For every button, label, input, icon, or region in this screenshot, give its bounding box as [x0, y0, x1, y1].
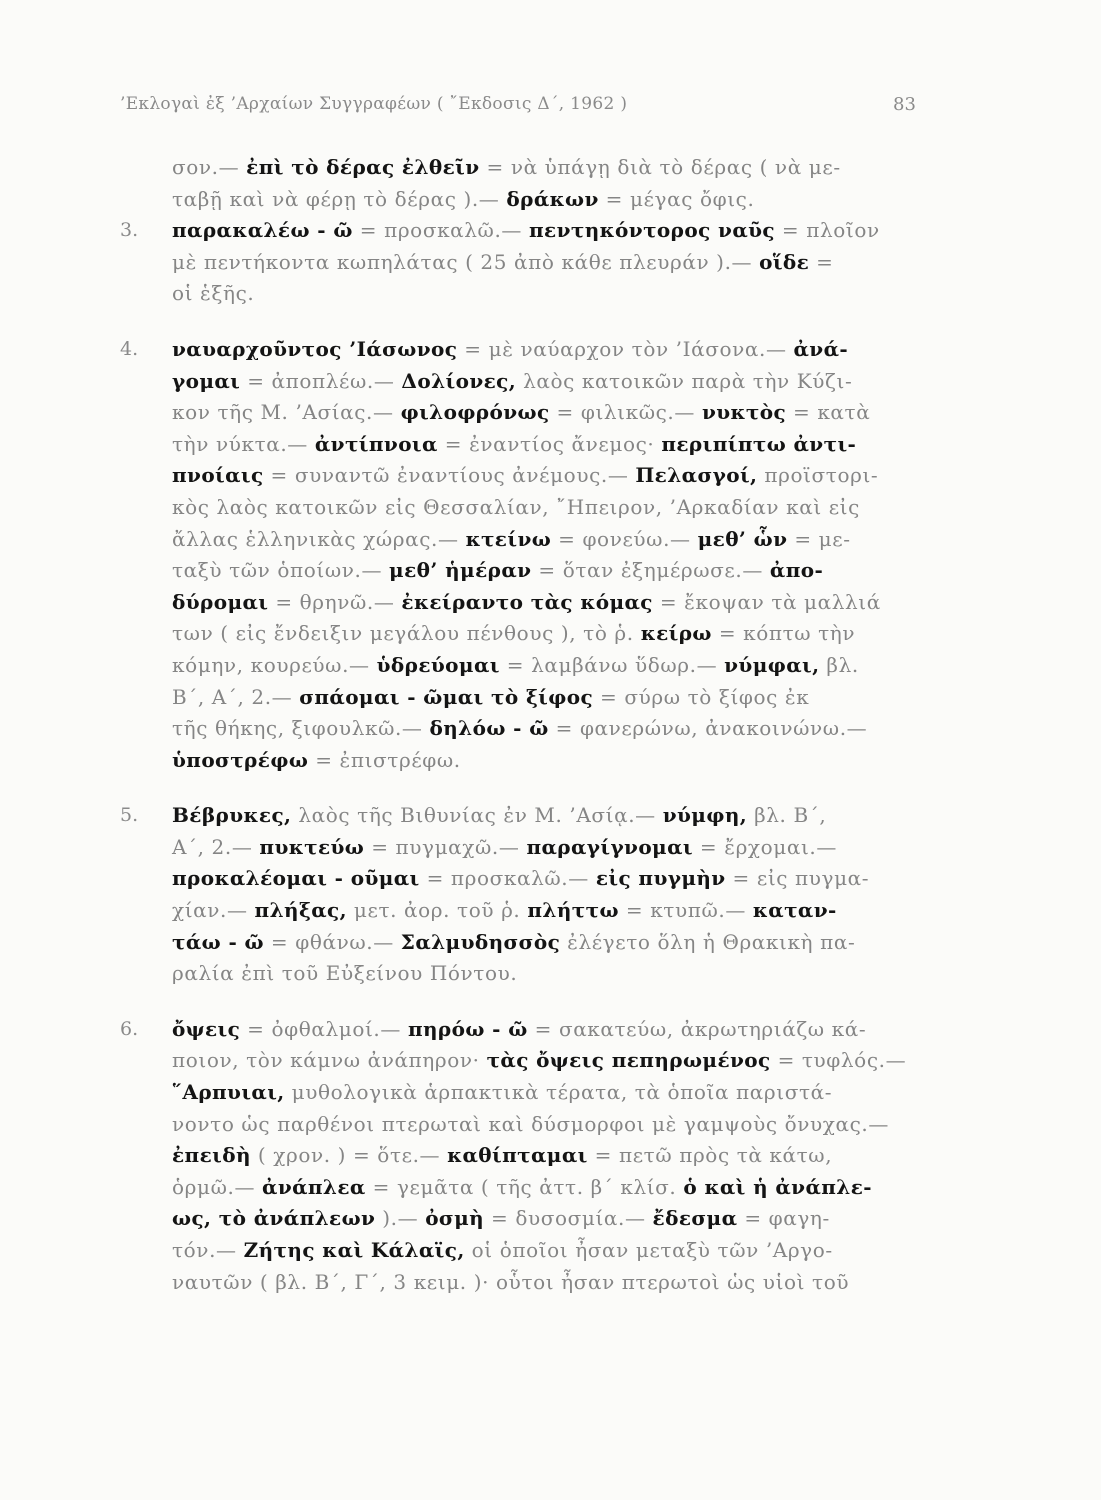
headword: ἀντίπνοια	[314, 431, 438, 456]
definition-text: = νὰ ὑπάγῃ διὰ τὸ δέρας ( νὰ με-	[479, 155, 841, 179]
definition-text: Β΄, Α΄, 2.—	[172, 684, 300, 709]
line-text	[172, 832, 935, 864]
definition-text: = γεμᾶτα ( τῆς ἀττ. β΄ κλίσ.	[365, 1174, 684, 1199]
text-line	[120, 247, 935, 279]
definition-text: = ἔρχομαι.—	[692, 834, 837, 859]
text-line	[120, 152, 935, 184]
definition-text: = φιλικῶς.—	[549, 400, 702, 425]
headword: δηλόω - ῶ	[429, 716, 549, 741]
headword: νύμφαι,	[724, 652, 820, 677]
definition-text: μυθολογικὰ ἁρπακτικὰ τέρατα, τὰ ὁποῖα παριστά-	[284, 1080, 833, 1105]
headword: ἀνά-	[793, 336, 849, 361]
headword: Πελασγοί,	[635, 463, 758, 488]
headword: ὄψεις	[172, 1016, 241, 1041]
definition-text: κον τῆς Μ. ’Ασίας.—	[172, 400, 401, 425]
definition-text: ραλία ἐπὶ τοῦ Εὐξείνου Πόντου.	[172, 961, 518, 986]
headword: ἀπο-	[769, 558, 824, 583]
headword: δράκων	[506, 186, 599, 211]
text-line	[120, 713, 935, 745]
line-text	[172, 745, 935, 777]
text-line	[120, 650, 935, 682]
text-line	[120, 278, 935, 310]
text-line	[120, 927, 935, 959]
line-text	[172, 1109, 935, 1141]
headword: ῞Αρπυιαι,	[172, 1080, 285, 1105]
line-text	[172, 618, 935, 650]
line-text	[172, 682, 935, 714]
definition-text: = προσκαλῶ.—	[352, 218, 529, 243]
headword: ναυαρχοῦντος ’Ιάσωνος	[172, 336, 458, 361]
text-line	[120, 1235, 935, 1267]
headword: ὑδρεύομαι	[376, 652, 500, 677]
line-text	[172, 334, 935, 366]
line-text	[172, 713, 935, 745]
definition-text: προϊστορι-	[757, 463, 879, 488]
paragraph-number: 6.	[120, 1017, 139, 1040]
text-line	[120, 492, 935, 524]
text-line	[120, 800, 935, 832]
definition-text: = ἐπιστρέφω.	[308, 747, 461, 772]
text-line	[120, 334, 935, 366]
page-number: 83	[893, 94, 916, 115]
line-text	[172, 524, 935, 556]
text-line	[120, 1172, 935, 1204]
definition-text: = κατὰ	[786, 400, 871, 425]
text-line	[120, 1045, 935, 1077]
headword: σπάομαι - ῶμαι τὸ ξίφος	[299, 684, 594, 709]
definition-text: βλ.	[819, 652, 859, 677]
definition-text: = δυσοσμία.—	[484, 1206, 653, 1231]
headword: πλήττω	[527, 898, 619, 923]
text-line	[120, 366, 935, 398]
definition-text: = συναντῶ ἐναντίους ἀνέμους.—	[263, 463, 636, 488]
text-line	[120, 1203, 935, 1235]
line-text	[172, 1045, 935, 1077]
line-text	[172, 1172, 935, 1204]
definition-text: οἱ ἑξῆς.	[172, 281, 255, 306]
definition-text: = λαμβάνω ὕδωρ.—	[499, 652, 725, 677]
headword: ἀνάπλεα	[262, 1174, 366, 1199]
definition-text: = σακατεύω, ἀκρωτηριάζω κά-	[527, 1016, 867, 1041]
definition-text: = ὀφθαλμοί.—	[240, 1016, 408, 1041]
headword: παρακαλέω - ῶ	[172, 218, 353, 243]
definition-text: κόμην, κουρεύω.—	[172, 652, 377, 677]
text-line	[120, 1267, 935, 1299]
definition-text: = θρηνῶ.—	[268, 589, 402, 614]
definition-text: βλ. Β΄,	[747, 803, 827, 828]
definition-text: τὴν νύκτα.—	[172, 431, 315, 456]
headword: πηρόω - ῶ	[407, 1016, 528, 1041]
text-line	[120, 1014, 935, 1046]
headword: κτείνω	[465, 526, 552, 551]
line-text	[172, 650, 935, 682]
text-line	[120, 429, 935, 461]
text-line	[120, 895, 935, 927]
definition-text: ποιον, τὸν κάμνω ἀνάπηρον·	[172, 1048, 487, 1073]
headword: ἐπειδὴ	[172, 1143, 251, 1168]
line-text	[172, 366, 935, 398]
line-text	[172, 587, 935, 619]
headword: ἐπὶ τὸ δέρας ἐλθεῖν	[246, 155, 480, 179]
text-line	[120, 832, 935, 864]
text-line	[120, 745, 935, 777]
headword: Ζήτης καὶ Κάλαϊς,	[243, 1238, 465, 1262]
definition-text: τῆς θήκης, ξιφουλκῶ.—	[172, 716, 430, 741]
paragraph-number: 3.	[120, 219, 139, 242]
headword: κείρω	[640, 621, 712, 646]
headword: μεθ’ ὧν	[697, 526, 788, 551]
headword: περιπίπτω ἀντι-	[661, 431, 857, 456]
line-text	[172, 555, 935, 587]
definition-text: =	[809, 249, 834, 274]
running-title: ’Εκλογαὶ ἐξ ’Αρχαίων Συγγραφέων ( ῎Εκδοσις Δ΄, 1962 )	[120, 94, 628, 114]
definition-text: ).—	[375, 1206, 426, 1231]
definition-text: οἱ ὁποῖοι ἦσαν μεταξὺ τῶν ’Αργο-	[464, 1238, 833, 1262]
headword: φιλοφρόνως	[400, 400, 550, 425]
definition-text: λαὸς κατοικῶν παρὰ τὴν Κύζι-	[516, 368, 853, 393]
line-text	[172, 429, 935, 461]
headword: γομαι	[172, 368, 241, 393]
text-line	[120, 587, 935, 619]
line-text	[172, 184, 935, 216]
headword: οἵδε	[759, 249, 810, 274]
definition-text: = μὲ ναύαρχον τὸν ’Ιάσονα.—	[457, 336, 794, 361]
definition-text: νοντο ὡς παρθένοι πτερωταὶ καὶ δύσμορφοι μὲ γαμψοὺς ὄνυχας.—	[172, 1111, 889, 1136]
definition-text: = μέγας ὄφις.	[598, 186, 755, 211]
definition-text: = σύρω τὸ ξίφος ἐκ	[593, 684, 810, 709]
line-text	[172, 958, 935, 990]
text-line	[120, 1140, 935, 1172]
text-line	[120, 1077, 935, 1109]
line-text	[172, 1140, 935, 1172]
line-text	[172, 1267, 935, 1299]
definition-text: = πλοῖον	[774, 218, 880, 243]
text-line	[120, 618, 935, 650]
definition-text: ( χρον. ) = ὅτε.—	[250, 1143, 448, 1168]
headword: εἰς πυγμὴν	[595, 866, 726, 891]
headword: δύρομαι	[172, 589, 269, 614]
paragraph-number: 4.	[120, 337, 139, 360]
definition-text: λαὸς τῆς Βιθυνίας ἐν Μ. ’Ασίᾳ.—	[291, 803, 663, 828]
definition-text: = ἀποπλέω.—	[240, 368, 402, 393]
headword: ἐκείραντο τὰς κόμας	[401, 589, 653, 614]
headword: πλήξας,	[254, 898, 347, 923]
headword: προκαλέομαι - οῦμαι	[172, 866, 420, 891]
definition-text: = ἔκοψαν τὰ μαλλιά	[652, 589, 881, 614]
definition-text: Α΄, 2.—	[172, 834, 260, 859]
glossary-text	[120, 152, 935, 1298]
line-text	[172, 1077, 935, 1109]
text-line	[120, 184, 935, 216]
definition-text: = φαγη-	[737, 1206, 830, 1231]
definition-text: χίαν.—	[172, 898, 255, 923]
line-text	[172, 152, 935, 184]
headword: ἔδεσμα	[652, 1206, 738, 1231]
line-text	[172, 927, 935, 959]
text-line	[120, 958, 935, 990]
definition-text: = κτυπῶ.—	[618, 898, 753, 923]
definition-text: ναυτῶν ( βλ. Β΄, Γ΄, 3 κειμ. )· οὗτοι ἦσαν πτερωτοὶ ὡς υἱοὶ τοῦ	[172, 1269, 850, 1294]
line-text	[172, 895, 935, 927]
definition-text: σον.—	[172, 155, 247, 179]
headword: παραγίγνομαι	[526, 834, 693, 859]
definition-text: = πυγμαχῶ.—	[364, 834, 527, 859]
definition-text: ἐλέγετο ὅλη ἡ Θρακικὴ πα-	[560, 929, 856, 954]
definition-text: = με-	[787, 526, 851, 551]
definition-text: = φθάνω.—	[263, 929, 401, 954]
definition-text: = φανερώνω, ἀνακοινώνω.—	[548, 716, 868, 741]
page-header	[0, 0, 1101, 130]
definition-text: = εἰς πυγμα-	[725, 866, 870, 891]
definition-text: ὁρμῶ.—	[172, 1174, 263, 1199]
headword: Δολίονες,	[401, 368, 517, 393]
line-text	[172, 800, 935, 832]
headword: καταν-	[752, 898, 837, 923]
definition-text: = ἐναντίος ἄνεμος·	[437, 431, 662, 456]
headword: πυκτεύω	[259, 834, 365, 859]
line-text	[172, 397, 935, 429]
headword: ὁ καὶ ἡ ἀνάπλε-	[683, 1174, 872, 1199]
headword: ὀσμὴ	[425, 1206, 485, 1231]
text-line	[120, 682, 935, 714]
definition-text: ταβῇ καὶ νὰ φέρῃ τὸ δέρας ).—	[172, 186, 507, 211]
headword: μεθ’ ἡμέραν	[389, 558, 532, 583]
definition-text: τόν.—	[172, 1238, 244, 1262]
definition-text: ἄλλας ἑλληνικὰς χώρας.—	[172, 526, 466, 551]
line-text	[172, 460, 935, 492]
headword: πνοίαις	[172, 463, 264, 488]
definition-text: = προσκαλῶ.—	[419, 866, 596, 891]
definition-text: ταξὺ τῶν ὁποίων.—	[172, 558, 390, 583]
text-line	[120, 1109, 935, 1141]
text-line	[120, 863, 935, 895]
headword: Βέβρυκες,	[172, 803, 292, 828]
definition-text: = φονεύω.—	[551, 526, 698, 551]
definition-text: των ( εἰς ἔνδειξιν μεγάλου πένθους ), τὸ ῥ.	[172, 621, 641, 646]
line-text	[172, 247, 935, 279]
line-text	[172, 1203, 935, 1235]
text-line	[120, 215, 935, 247]
definition-text: = κόπτω τὴν	[711, 621, 856, 646]
headword: τὰς ὄψεις πεπηρωμένος	[486, 1048, 771, 1073]
line-text	[172, 278, 935, 310]
line-text	[172, 492, 935, 524]
definition-text: = πετῶ πρὸς τὰ κάτω,	[587, 1143, 833, 1168]
text-line	[120, 524, 935, 556]
line-text	[172, 215, 935, 247]
line-text	[172, 863, 935, 895]
headword: Σαλμυδησσὸς	[400, 929, 561, 954]
headword: νύμφη,	[662, 803, 748, 828]
definition-text: = ὅταν ἐξημέρωσε.—	[531, 558, 770, 583]
headword: τάω - ῶ	[172, 929, 264, 954]
text-line	[120, 555, 935, 587]
headword: ως, τὸ ἀνάπλεων	[172, 1206, 376, 1231]
headword: καθίπταμαι	[447, 1143, 588, 1168]
line-text	[172, 1014, 935, 1046]
headword: πεντηκόντορος ναῦς	[528, 218, 775, 243]
definition-text: = τυφλός.—	[770, 1048, 907, 1073]
headword: ὑποστρέφω	[172, 747, 309, 772]
text-line	[120, 397, 935, 429]
headword: νυκτὸς	[701, 400, 787, 425]
definition-text: μετ. ἀορ. τοῦ ῥ.	[346, 898, 528, 923]
paragraph-number: 5.	[120, 804, 139, 827]
text-line	[120, 460, 935, 492]
definition-text: κὸς λαὸς κατοικῶν εἰς Θεσσαλίαν, ῎Ηπειρον, ’Αρκαδίαν καὶ εἰς	[172, 494, 860, 519]
definition-text: μὲ πεντήκοντα κωπηλάτας ( 25 ἀπὸ κάθε πλευράν ).—	[172, 249, 760, 274]
line-text	[172, 1235, 935, 1267]
